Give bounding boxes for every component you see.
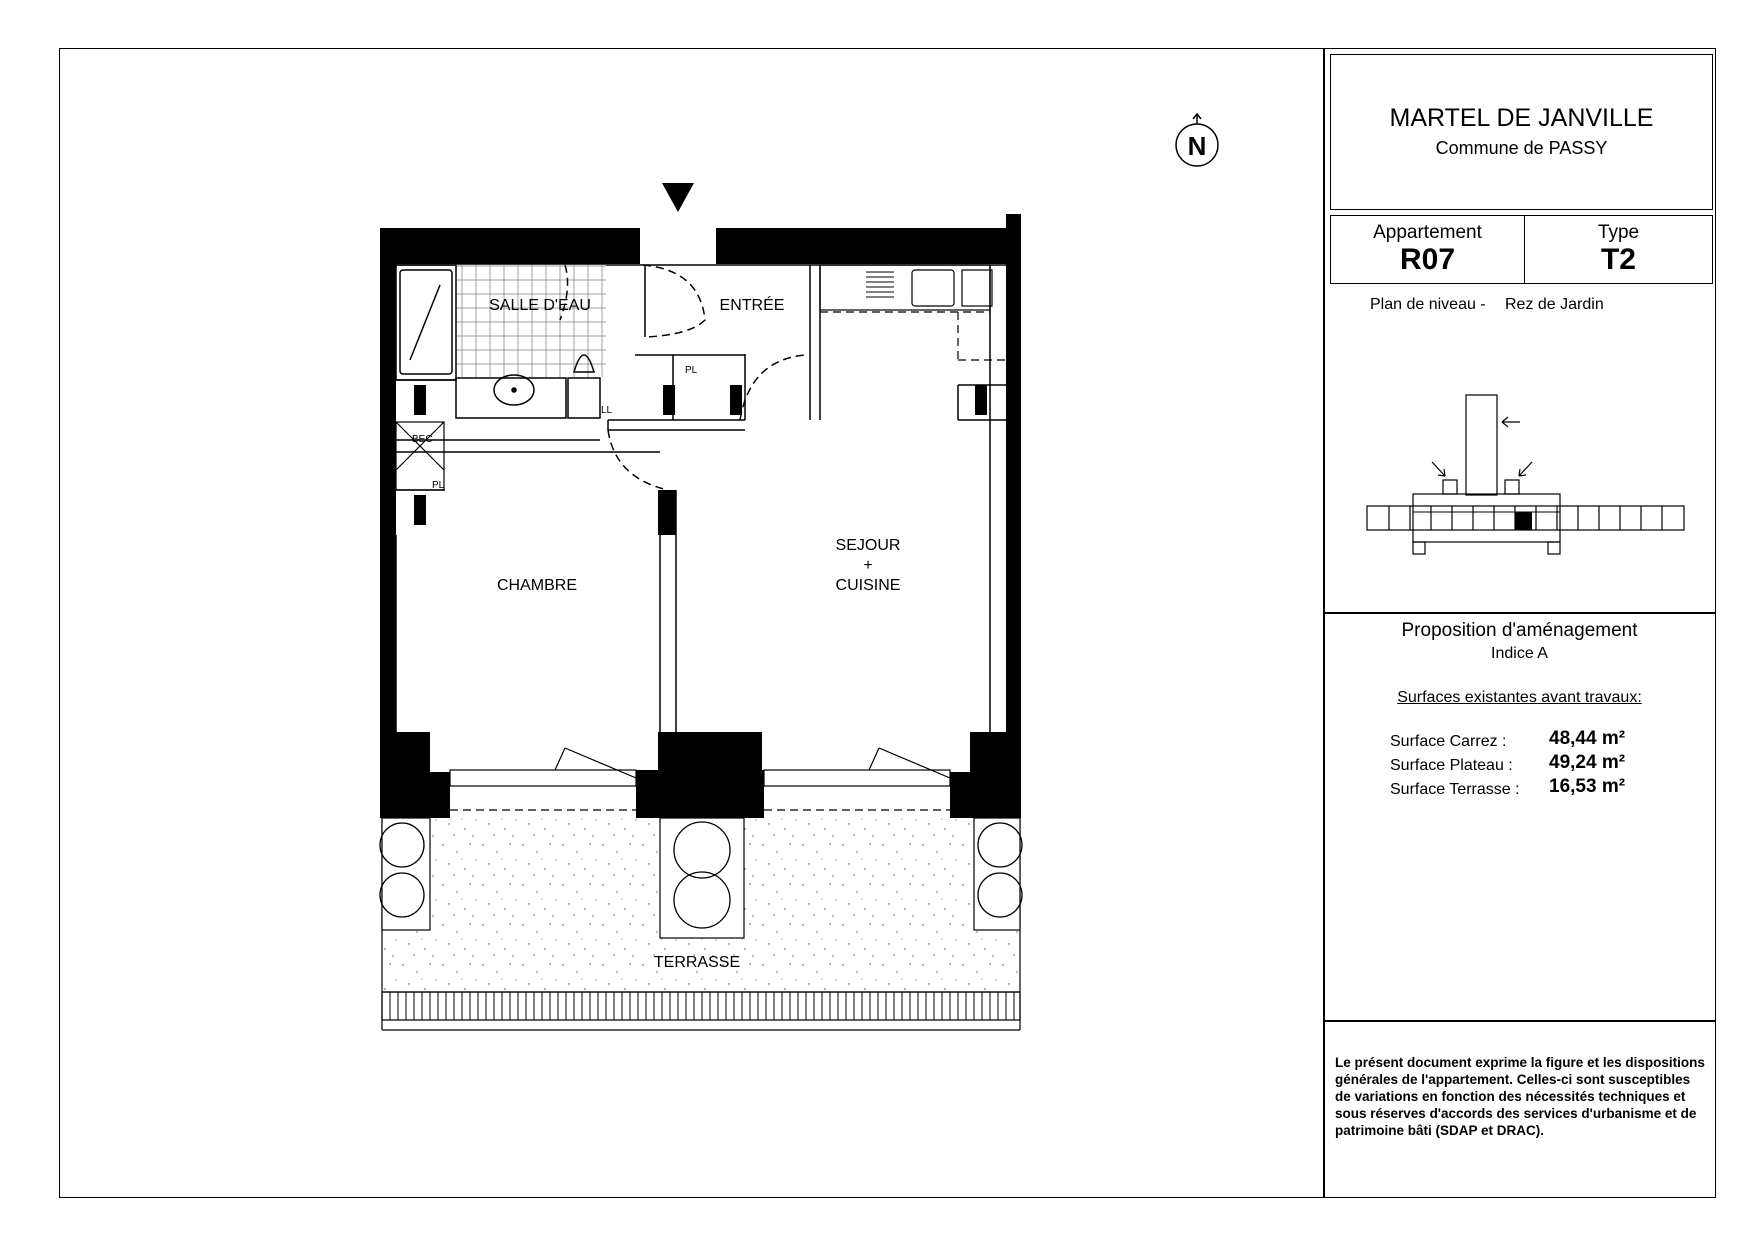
surface-value-carrez: 48,44 m² (1549, 728, 1626, 749)
apartment-code: R07 (1399, 243, 1456, 276)
room-terrace: TERRASSE (653, 954, 741, 971)
bathroom-tiles (456, 265, 606, 377)
disclaimer: Le présent document exprime la figure et les dispositions générales de l'appartement. Celles-ci sont susceptibles de variations en fonction des nécessités techniques et sous réserves d'accords des services d'urbanisme et de patrimoine bâti (SDAP et DRAC). (1335, 1055, 1705, 1138)
level-label: Plan de niveau - (1370, 296, 1486, 313)
room-bedroom: CHAMBRE (496, 577, 578, 594)
room-entry: ENTRÉE (719, 297, 785, 314)
shower (396, 265, 456, 380)
washbasin (456, 375, 566, 418)
room-bathroom: SALLE D'EAU (489, 297, 591, 314)
terrace-railing (390, 992, 1014, 1020)
room-living-2: + (863, 557, 873, 574)
room-living-1: SEJOUR (835, 537, 901, 554)
label-pl-bedroom: PL (432, 480, 445, 491)
surface-value-plateau: 49,24 m² (1549, 752, 1626, 773)
level-value: Rez de Jardin (1505, 296, 1604, 313)
type-value: T2 (1600, 243, 1636, 276)
type-label: Type (1597, 222, 1640, 243)
label-ll: LL (601, 405, 613, 416)
room-living-3: CUISINE (835, 577, 901, 594)
surface-label-carrez: Surface Carrez : (1390, 733, 1507, 750)
bathroom-fill (606, 265, 644, 337)
kitchen (820, 265, 1006, 360)
entry-arrow (662, 183, 694, 212)
label-bec: BEC (412, 434, 433, 445)
surfaces-heading: Surfaces existantes avant travaux: (1397, 689, 1642, 706)
label-pl-entry: PL (685, 365, 698, 376)
apartment-label: Appartement (1373, 222, 1482, 243)
proposal-title: Proposition d'aménagement (1401, 620, 1638, 641)
project-commune: Commune de PASSY (1435, 138, 1608, 158)
surface-label-plateau: Surface Plateau : (1390, 757, 1513, 774)
proposal-index: Indice A (1491, 645, 1548, 662)
north-letter: N (1187, 131, 1207, 161)
surface-value-terrasse: 16,53 m² (1549, 776, 1626, 797)
surface-label-terrasse: Surface Terrasse : (1390, 781, 1520, 798)
project-name: MARTEL DE JANVILLE (1389, 104, 1654, 132)
